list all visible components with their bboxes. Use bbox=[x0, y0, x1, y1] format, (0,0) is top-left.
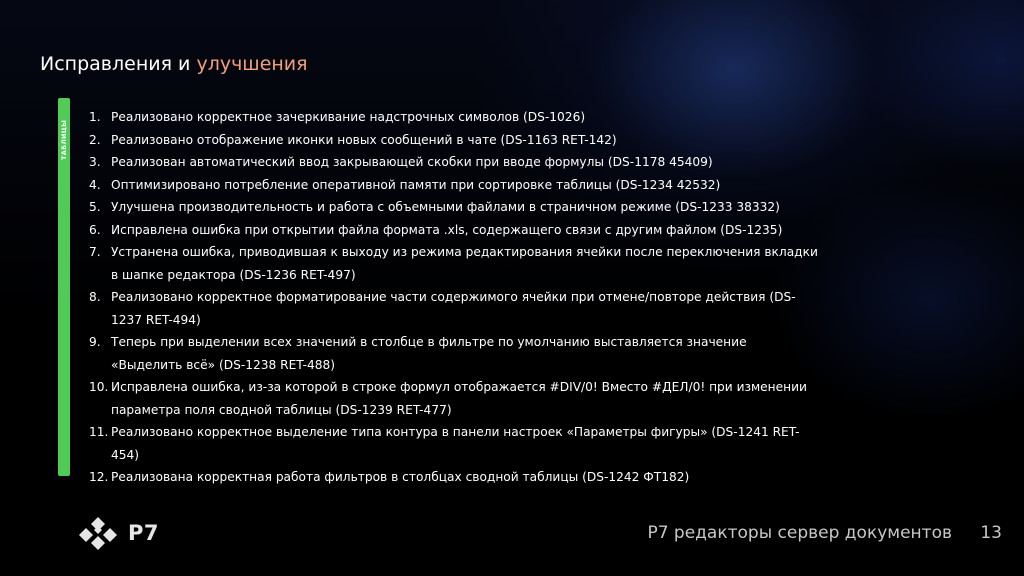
page-number: 13 bbox=[980, 523, 1002, 543]
r7-diamond-logo-icon bbox=[74, 517, 122, 551]
list-item bbox=[89, 286, 819, 331]
list-item-text: Реализовано отображение иконки новых сообщений в чате (DS-1163 RET-142) bbox=[111, 132, 617, 147]
list-item-number: 1. bbox=[89, 110, 101, 124]
list-item-text: Реализовано корректное выделение типа контура в панели настроек «Параметры фигуры» (DS-1241 RET-454) bbox=[111, 425, 800, 462]
list-item-number: 3. bbox=[89, 155, 101, 169]
slide-title-main: Исправления и bbox=[40, 53, 197, 75]
list-item bbox=[89, 196, 819, 219]
changes-list bbox=[89, 106, 819, 489]
list-item bbox=[89, 174, 819, 197]
slide-title bbox=[40, 53, 308, 75]
list-item-number: 5. bbox=[89, 200, 101, 214]
list-item-number: 12. bbox=[89, 470, 109, 484]
list-item-text: Реализован автоматический ввод закрывающей скобки при вводе формулы (DS-1178 45409) bbox=[111, 155, 713, 169]
list-item bbox=[89, 376, 819, 421]
list-item-text: Реализовано корректное зачеркивание надстрочных символов (DS-1026) bbox=[111, 110, 586, 124]
footer-caption: Р7 редакторы сервер документов bbox=[647, 523, 952, 543]
list-item-number: 10. bbox=[89, 380, 109, 394]
list-item-text: Теперь при выделении всех значений в столбце в фильтре по умолчанию выставляется значение «Выделить всё» (DS-1238 RET-488) bbox=[111, 335, 747, 372]
list-item-text: Оптимизировано потребление оперативной памяти при сортировке таблицы (DS-1234 42532) bbox=[111, 177, 721, 192]
list-item bbox=[89, 106, 819, 129]
list-item bbox=[89, 151, 819, 174]
list-item-number: 4. bbox=[89, 177, 101, 192]
list-item-number: 6. bbox=[89, 222, 101, 237]
slide-title-accent: улучшения bbox=[196, 53, 308, 75]
list-item bbox=[89, 241, 819, 286]
list-item-text: Реализовано корректное форматирование части содержимого ячейки при отмене/повторе действия (DS-1237 RET-494) bbox=[111, 290, 796, 327]
section-label: ТАБЛИЦЫ bbox=[60, 119, 68, 161]
list-item-text: Реализована корректная работа фильтров в столбцах сводной таблицы (DS-1242 ФТ182) bbox=[111, 470, 690, 484]
list-item bbox=[89, 129, 819, 152]
list-item-number: 8. bbox=[89, 290, 101, 304]
list-item-text: Улучшена производительность и работа с объемными файлами в страничном режиме (DS-1233 38332) bbox=[111, 200, 780, 214]
list-item-number: 7. bbox=[89, 245, 101, 259]
list-item bbox=[89, 331, 819, 376]
list-item bbox=[89, 421, 819, 466]
list-item bbox=[89, 466, 819, 489]
list-item bbox=[89, 219, 819, 242]
logo-text: Р7 bbox=[128, 521, 160, 545]
list-item-number: 9. bbox=[89, 335, 101, 349]
list-item-text: Устранена ошибка, приводившая к выходу из режима редактирования ячейки после переключения вкладки в шапке редактора (DS-1236 RET-497) bbox=[111, 245, 818, 282]
list-item-text: Исправлена ошибка при открытии файла формата .xls, содержащего связи с другим файлом (DS-1235) bbox=[111, 222, 783, 237]
list-item-number: 11. bbox=[89, 425, 109, 439]
list-item-number: 2. bbox=[89, 132, 101, 147]
list-item-text: Исправлена ошибка, из-за которой в строке формул отображается #DIV/0! Вместо #ДЕЛ/0! при изменении параметра поля сводной таблицы (DS-1239 RET-477) bbox=[111, 380, 807, 417]
